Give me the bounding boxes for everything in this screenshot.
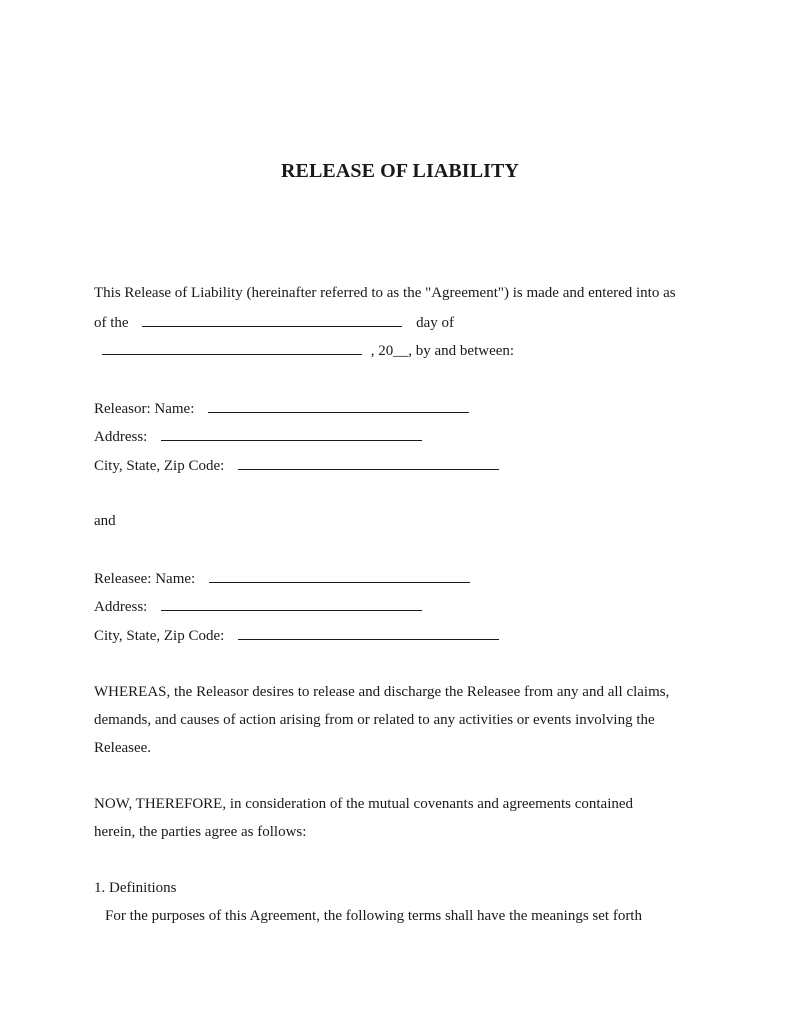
intro-day-of-label: day of [416, 315, 454, 331]
whereas-line-2: demands, and causes of action arising from or related to any activities or events involving the [94, 712, 655, 728]
section-1-line-1: For the purposes of this Agreement, the following terms shall have the meanings set forth [105, 908, 642, 924]
releasee-city-blank[interactable] [238, 626, 499, 640]
releasee-city-label: City, State, Zip Code: [94, 628, 225, 644]
releasee-name-blank[interactable] [209, 569, 470, 583]
conjunction-and: and [94, 513, 116, 529]
releasor-city-blank[interactable] [238, 456, 499, 470]
releasor-address-row [94, 427, 422, 446]
releasee-address-row [94, 597, 422, 616]
releasee-name-row [94, 569, 470, 588]
releasor-address-label: Address: [94, 429, 148, 445]
releasee-city-row [94, 626, 499, 645]
now-therefore-line-2: herein, the parties agree as follows: [94, 824, 307, 840]
releasor-name-blank[interactable] [208, 399, 469, 413]
intro-line-2 [94, 313, 454, 332]
releasee-address-label: Address: [94, 599, 148, 615]
releasor-name-row [94, 399, 469, 418]
intro-line-3 [102, 341, 514, 360]
whereas-line-1: WHEREAS, the Releasor desires to release and discharge the Releasee from any and all claims, [94, 684, 670, 700]
now-therefore-line-1: NOW, THEREFORE, in consideration of the mutual covenants and agreements contained [94, 796, 634, 812]
releasor-city-row [94, 456, 499, 475]
intro-line-1: This Release of Liability (hereinafter referred to as the "Agreement") is made and entered into as [94, 285, 676, 301]
section-1-heading: 1. Definitions [94, 880, 177, 896]
releasor-address-blank[interactable] [161, 427, 422, 441]
whereas-line-3: Releasee. [94, 740, 152, 756]
releasee-address-blank[interactable] [161, 597, 422, 611]
month-blank[interactable] [102, 341, 362, 355]
releasee-name-label: Releasee: Name: [94, 571, 196, 587]
releasor-city-label: City, State, Zip Code: [94, 458, 225, 474]
releasor-name-label: Releasor: Name: [94, 401, 195, 417]
intro-year-label: , 20__, by and between: [370, 343, 515, 359]
day-blank[interactable] [142, 313, 402, 327]
document-title: RELEASE OF LIABILITY [281, 160, 519, 182]
intro-of-the-label: of the [94, 315, 129, 331]
